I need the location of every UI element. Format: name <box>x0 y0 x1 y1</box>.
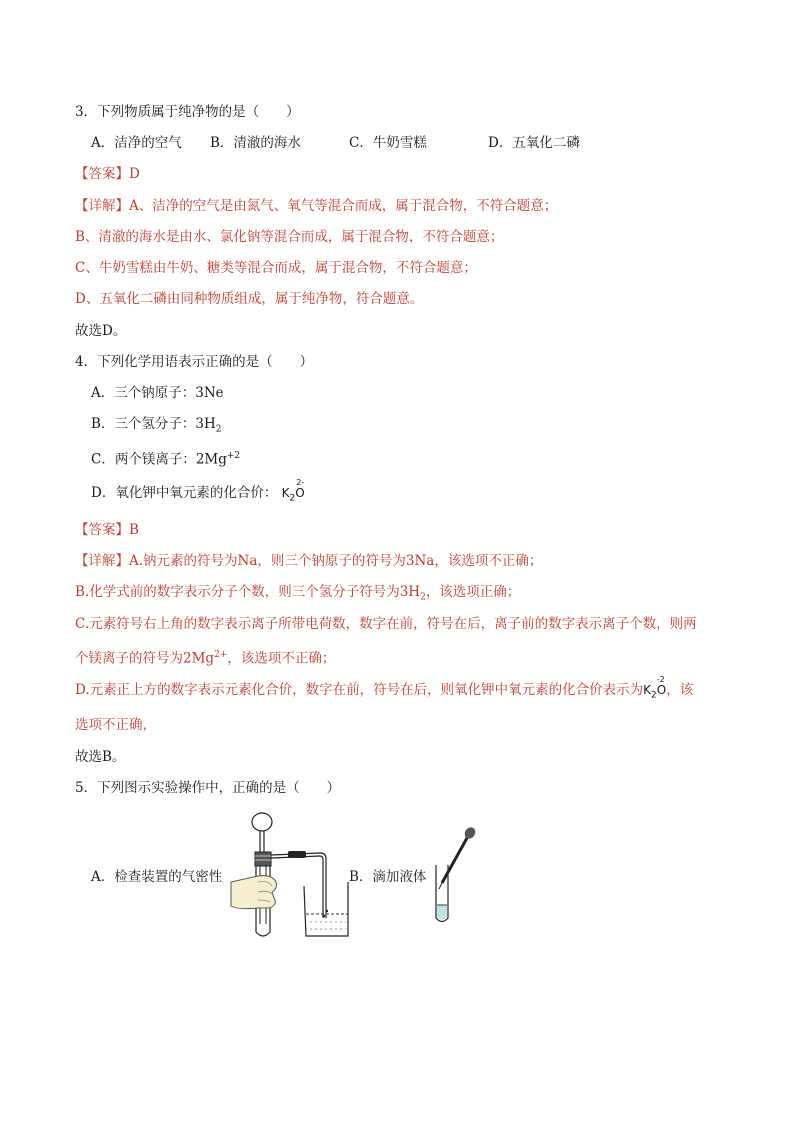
explain-d-text: D.元素正上方的数字表示元素化合价，数字在前，符号在后，则氧化钾中氧元素的化合价表示为 <box>75 682 644 698</box>
q3-stem: 3．下列物质属于纯净物的是（ ） <box>75 104 300 120</box>
q3-explain-d: D、五氧化二磷由同种物质组成，属于纯净物，符合题意。 <box>75 291 424 307</box>
q4-option-b-text: B．三个氢分子：3H <box>91 416 216 432</box>
explain-b-sub: 2 <box>420 592 426 603</box>
q4-option-b[interactable] <box>91 415 222 439</box>
q4-explain-d2: 选项不正确， <box>75 717 156 733</box>
answer-value: B <box>129 522 139 538</box>
q3-option-c[interactable]: C．牛奶雪糕 <box>349 135 427 151</box>
explain-b-text: B.化学式前的数字表示分子个数，则三个氢分子符号为3H <box>75 584 421 600</box>
q4-option-c-sup: +2 <box>226 451 241 461</box>
q3-conclusion: 故选D。 <box>75 323 127 339</box>
q4-explain-a <box>75 552 542 570</box>
k2o-k: K <box>643 683 652 697</box>
q5-stem: 5．下列图示实验操作中，正确的是（ ） <box>75 780 341 796</box>
q4-explain-c1: C.元素符号右上角的数字表示离子所带电荷数，数字在前，符号在后，离子前的数字表示离子个数，则两 <box>75 616 697 632</box>
q5-option-b[interactable]: B．滴加液体 <box>349 869 427 885</box>
k2o-sub: 2 <box>289 493 296 504</box>
q4-option-d[interactable] <box>91 478 305 507</box>
q4-conclusion: 故选B。 <box>75 749 126 765</box>
explain-b-post: ，该选项正确； <box>425 584 521 600</box>
q3-explain-c: C、牛奶雪糕由牛奶、糖类等混合而成，属于混合物，不符合题意； <box>75 260 477 276</box>
dropper-adding-liquid-illustration <box>430 823 480 928</box>
q4-option-b-sub: 2 <box>215 424 222 435</box>
q3-explain-a <box>75 197 557 215</box>
q4-option-a[interactable]: A．三个钠原子：3Ne <box>91 385 224 401</box>
explain-c-sup: 2+ <box>214 650 228 660</box>
explain-c-text: 个镁离子的符号为2Mg <box>75 650 215 667</box>
k2o-charge: 2- <box>296 478 305 487</box>
explain-text: A.钠元素的符号为Na，则三个钠原子的符号为3Na，该选项不正确； <box>129 553 543 569</box>
q4-answer <box>75 521 139 539</box>
q4-explain-b <box>75 583 520 607</box>
explain-tag: 【详解】 <box>75 553 129 569</box>
k2o-formula <box>281 478 305 507</box>
explain-tag: 【详解】 <box>75 198 129 214</box>
k2o-charge: -2 <box>656 675 665 684</box>
q4-option-c-text: C．两个镁离子：2Mg <box>91 451 227 468</box>
k2o-k: K <box>281 486 290 500</box>
explain-d-post: ，该 <box>666 682 694 698</box>
q4-explain-d1 <box>75 675 694 704</box>
q3-option-d[interactable]: D．五氧化二磷 <box>488 135 580 151</box>
k2o-o: O <box>656 683 667 697</box>
q3-option-b[interactable]: B．清澈的海水 <box>210 135 301 151</box>
explain-text: A、洁净的空气是由氮气、氧气等混合而成，属于混合物，不符合题意； <box>129 198 558 214</box>
q4-explain-c2 <box>75 646 335 668</box>
q3-option-a[interactable]: A．洁净的空气 <box>91 135 182 151</box>
q4-option-c[interactable] <box>91 447 240 469</box>
q5-option-a[interactable]: A．检查装置的气密性 <box>91 869 223 885</box>
q4-option-d-text: D．氧化钾中氧元素的化合价： <box>91 485 278 501</box>
k2o-formula-explain <box>643 675 667 704</box>
explain-c-post: ，该选项不正确； <box>227 650 336 667</box>
q3-explain-b: B、清澈的海水是由水、氯化钠等混合而成，属于混合物，不符合题意； <box>75 229 504 245</box>
q4-stem: 4．下列化学用语表示正确的是（ ） <box>75 354 314 370</box>
answer-tag: 【答案】 <box>75 522 129 538</box>
k2o-o: O <box>295 486 305 500</box>
q3-answer <box>75 165 140 183</box>
answer-tag: 【答案】 <box>75 166 129 182</box>
answer-value: D <box>129 166 140 182</box>
k2o-sub: 2 <box>651 690 657 701</box>
airtightness-apparatus-illustration <box>228 812 350 942</box>
